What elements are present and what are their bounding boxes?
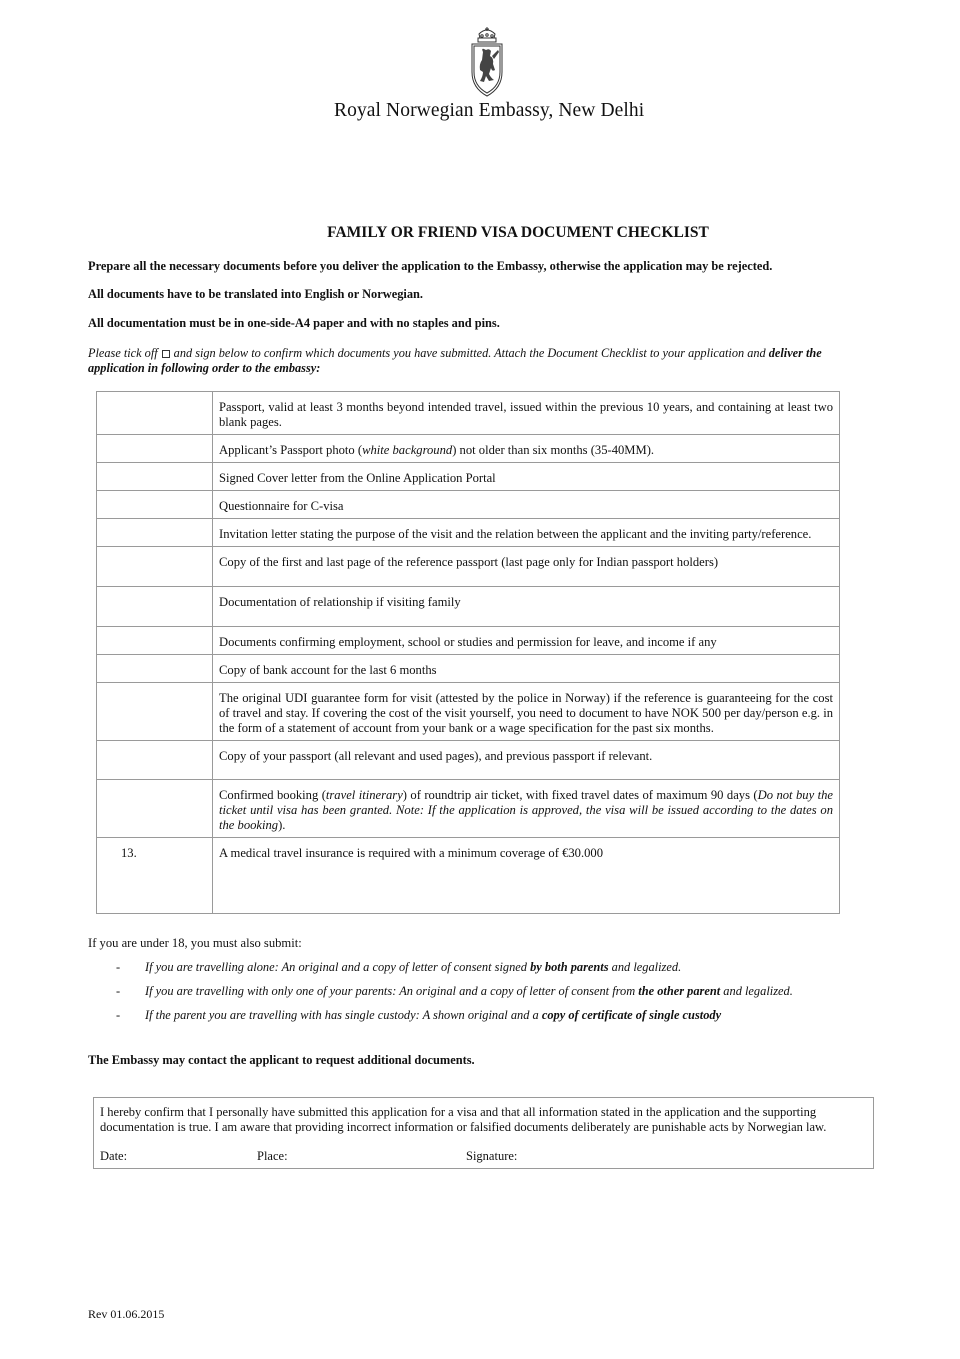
tick-cell[interactable]	[97, 491, 213, 519]
tick-cell[interactable]	[97, 683, 213, 741]
item-cover-letter: Signed Cover letter from the Online Application Portal	[213, 463, 840, 491]
place-field[interactable]: Place:	[257, 1149, 288, 1163]
tick-cell[interactable]	[97, 547, 213, 587]
list-item: - If you are travelling alone: An original and a copy of letter of consent signed by both parents and legalized.	[116, 960, 682, 974]
table-row	[97, 435, 840, 463]
item-bank-account: Copy of bank account for the last 6 months	[213, 655, 840, 683]
list-item: - If the parent you are travelling with has single custody: A shown original and a copy of certificate of single custody	[116, 1008, 722, 1022]
document-checklist-table	[96, 391, 840, 914]
item-flight-booking: Confirmed booking (travel itinerary) of roundtrip air ticket, with fixed travel dates of maximum 90 days (Do not buy the ticket until visa has been granted. Note: If the application is approved, the visa will be issued according to the dates on the booking).	[213, 780, 840, 838]
tick-cell[interactable]	[97, 627, 213, 655]
tick-cell[interactable]	[97, 435, 213, 463]
contact-note: The Embassy may contact the applicant to request additional documents.	[88, 1053, 475, 1067]
table-row	[97, 741, 840, 780]
tick-box-icon	[162, 350, 170, 358]
table-row	[97, 838, 840, 914]
norwegian-royal-crest-icon	[467, 26, 507, 98]
confirmation-box	[93, 1097, 874, 1169]
item-passport-copy: Copy of your passport (all relevant and used pages), and previous passport if relevant.	[213, 741, 840, 780]
minor-requirements-list	[116, 960, 793, 1032]
tick-cell[interactable]	[97, 587, 213, 627]
document-title: FAMILY OR FRIEND VISA DOCUMENT CHECKLIST	[327, 224, 709, 241]
table-row	[97, 655, 840, 683]
signature-field[interactable]: Signature:	[466, 1149, 518, 1163]
table-row	[97, 463, 840, 491]
item-passport-photo: Applicant’s Passport photo (white background) not older than six months (35-40MM).	[213, 435, 840, 463]
item-questionnaire: Questionnaire for C-visa	[213, 491, 840, 519]
date-field[interactable]: Date:	[100, 1149, 128, 1163]
intro-line-translation: All documents have to be translated into English or Norwegian.	[88, 287, 424, 301]
table-row	[97, 392, 840, 435]
tick-cell[interactable]	[97, 519, 213, 547]
item-reference-passport: Copy of the first and last page of the reference passport (last page only for Indian passport holders)	[213, 547, 840, 587]
tick-cell[interactable]	[97, 655, 213, 683]
table-row	[97, 683, 840, 741]
item-relationship: Documentation of relationship if visiting family	[213, 587, 840, 627]
tick-cell[interactable]	[97, 463, 213, 491]
table-row	[97, 491, 840, 519]
table-row	[97, 547, 840, 587]
table-row	[97, 587, 840, 627]
under-18-heading: If you are under 18, you must also submit:	[88, 936, 302, 950]
item-passport: Passport, valid at least 3 months beyond intended travel, issued within the previous 10 years, and containing at least two blank pages.	[213, 392, 840, 435]
table-row	[97, 519, 840, 547]
item-travel-insurance: A medical travel insurance is required with a minimum coverage of €30.000	[213, 838, 840, 914]
instruction-text: Please tick off and sign below to confirm which documents you have submitted. Attach the Document Checklist to your application and deliver the application in following order to the embassy:	[88, 346, 822, 375]
item-employment: Documents confirming employment, school or studies and permission for leave, and income if any	[213, 627, 840, 655]
item-number[interactable]: 13.	[97, 838, 213, 914]
intro-line-prepare: Prepare all the necessary documents before you deliver the application to the Embassy, otherwise the application may be rejected.	[88, 259, 773, 273]
tick-cell[interactable]	[97, 780, 213, 838]
table-row	[97, 627, 840, 655]
list-item: - If you are travelling with only one of your parents: An original and a copy of letter of consent from the other parent and legalized.	[116, 984, 793, 998]
revision-label: Rev 01.06.2015	[88, 1307, 165, 1321]
intro-line-paper: All documentation must be in one-side-A4 paper and with no staples and pins.	[88, 316, 500, 330]
confirmation-text: I hereby confirm that I personally have submitted this application for a visa and that all information stated in the application and the supporting documentation is true. I am aware that providing incorrect information or falsified documents deliberately are punishable acts by Norwegian law.	[100, 1105, 827, 1134]
item-invitation-letter: Invitation letter stating the purpose of the visit and the relation between the applicant and the inviting party/reference.	[213, 519, 840, 547]
tick-cell[interactable]	[97, 741, 213, 780]
embassy-name: Royal Norwegian Embassy, New Delhi	[334, 100, 645, 121]
tick-cell[interactable]	[97, 392, 213, 435]
table-row	[97, 780, 840, 838]
item-udi-guarantee: The original UDI guarantee form for visit (attested by the police in Norway) if the reference is guaranteeing for the cost of travel and stay. If covering the cost of the visit yourself, you need to document to have NOK 500 per day/person e.g. in the form of a statement of account from your bank or a wage specification for the past six months.	[213, 683, 840, 741]
